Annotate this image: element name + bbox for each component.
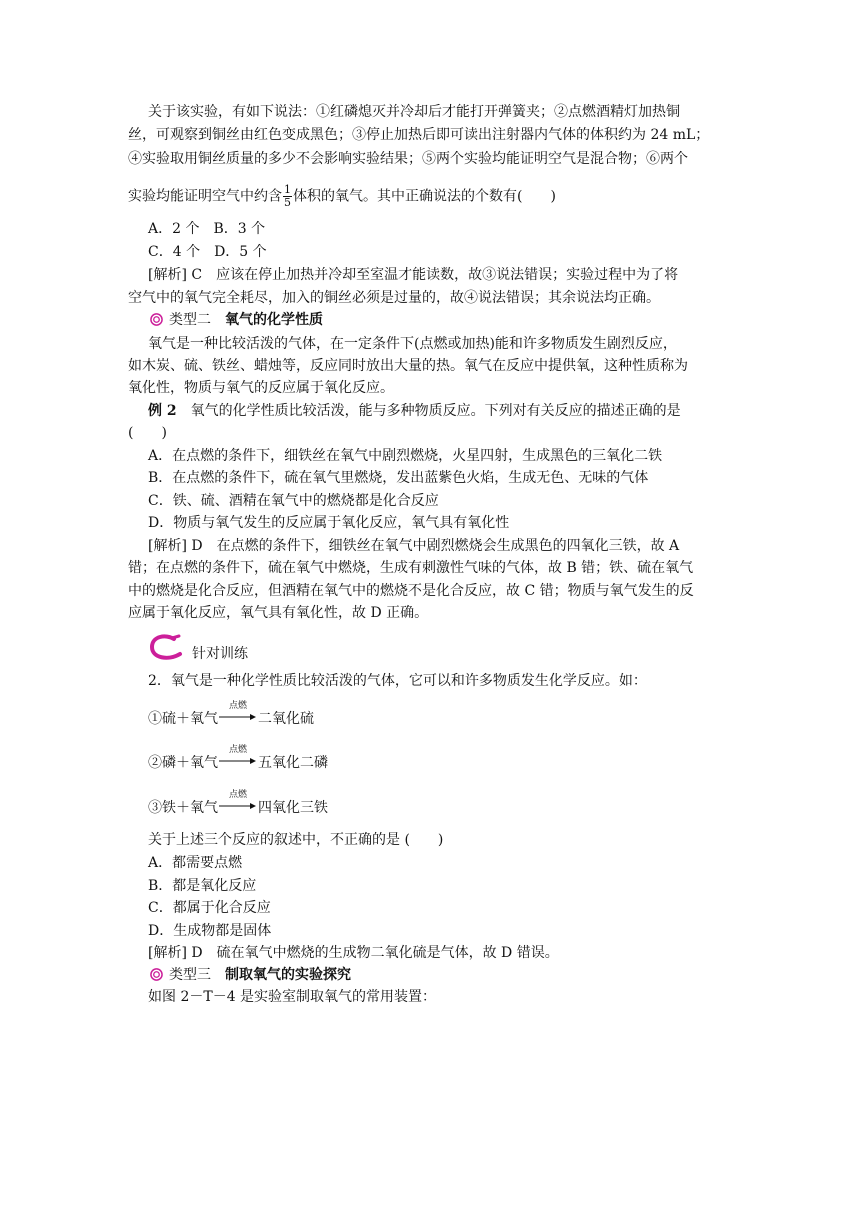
training-analysis [148,942,559,964]
training-option-a: A．都需要点燃 [148,855,243,871]
example2-option-d: D．物质与氧气发生的反应属于氧化反应，氧气具有氧化性 [148,515,510,531]
training-question: 2．氧气是一种化学性质比较活泼的气体，它可以和许多物质发生化学反应。如： [148,673,647,689]
reaction-3-left: ③铁＋氧气 [148,800,218,816]
training-option-c: C．都属于化合反应 [148,900,271,916]
intro-line-3: ④实验取用铜丝质量的多少不会影响实验结果；⑤两个实验均能证明空气是混合物；⑥两个 [128,151,688,167]
example2-question [148,400,681,422]
type2-p1: 氧气是一种比较活泼的气体，在一定条件下(点燃或加热)能和许多物质发生剧烈反应， [148,336,677,352]
analysis2-t1: 在点燃的条件下，细铁丝在氧气中剧烈燃烧会生成黑色的四氧化三铁，故 A [202,538,680,554]
arrow-icon [219,713,257,721]
options1-row2: C．4 个 D．5 个 [148,244,267,260]
type2-p3: 氧化性，物质与氧气的反应属于氧化反应。 [128,380,394,396]
analysis1-text1: 应该在停止加热并冷却至室温才能读数，故③说法错误；实验过程中为了将 [202,267,679,283]
example2-label: 例 2 [148,403,177,419]
training-analysis-text: 硫在氧气中燃烧的生成物二氧化硫是气体，故 D 错误。 [202,945,559,961]
analysis2-line1 [148,535,679,557]
type3-p1: 如图 2－T－4 是实验室制取氧气的常用装置： [148,989,437,1005]
example2-option-a: A．在点燃的条件下，细铁丝在氧气中剧烈燃烧，火星四射，生成黑色的三氧化二铁 [148,448,663,464]
reaction-3-right: 四氧化三铁 [258,800,328,816]
fraction [283,184,292,209]
training-option-d: D．生成物都是固体 [148,923,272,939]
analysis2-line3: 中的燃烧是化合反应，但酒精在氧气中的燃烧不是化合反应，故 C 错；物质与氧气发生的反 [128,583,694,599]
training-ask: 关于上述三个反应的叙述中，不正确的是 ( ) [148,832,444,848]
example2-option-c: C．铁、硫、酒精在氧气中的燃烧都是化合反应 [148,493,439,509]
options1-row1: A．2 个 B．3 个 [148,221,266,237]
arrow-icon [219,757,257,765]
reaction-2-condition: 点燃 [228,745,247,755]
reaction-1-right: 二氧化硫 [258,711,314,727]
training-title: 针对训练 [192,646,248,662]
reaction-3-arrow [219,790,257,814]
type3-label: 类型三 [169,967,211,983]
reaction-2-right: 五氧化二磷 [258,755,328,771]
fraction-numerator: 1 [284,183,291,196]
intro-line-4-pre: 实验均能证明空气中约含 [128,188,282,205]
reaction-3 [148,790,328,819]
intro-line-4-post: 体积的氧气。其中正确说法的个数有( ) [293,188,556,205]
arrow-icon [219,802,257,810]
analysis2-line4: 应属于氧化反应，氧气具有氧化性，故 D 正确。 [128,605,429,621]
analysis2-line2: 错；在点燃的条件下，硫在氧气中燃烧，生成有刺激性气味的气体，故 B 错；铁、硫在氧气 [128,560,694,576]
example2-option-b: B．在点燃的条件下，硫在氧气里燃烧，发出蓝紫色火焰，生成无色、无味的气体 [148,470,649,486]
intro-line-1: 关于该实验，有如下说法：①红磷熄灭并冷却后才能打开弹簧夹；②点燃酒精灯加热铜 [148,104,680,120]
example2-q2: ( ) [128,425,167,441]
analysis2-tag: [解析] D [148,538,203,554]
reaction-1-condition: 点燃 [228,701,247,711]
example2-q1: 氧气的化学性质比较活泼，能与多种物质反应。下列对有关反应的描述正确的是 [176,403,681,419]
type2-heading [150,309,323,331]
reaction-1 [148,701,314,730]
type2-title: 氧气的化学性质 [225,312,323,328]
target-icon [150,968,163,981]
analysis1-tag: [解析] C [148,267,203,283]
type2-label: 类型二 [169,312,211,328]
intro-line-2: 丝，可观察到铜丝由红色变成黑色；③停止加热后即可读出注射器内气体的体积约为 24 mL； [128,127,710,143]
type3-title: 制取氧气的实验探究 [225,967,351,983]
reaction-1-left: ①硫＋氧气 [148,711,218,727]
training-option-b: B．都是氧化反应 [148,878,257,894]
analysis1-line1 [148,264,678,286]
training-hook-icon [146,634,186,662]
reaction-1-arrow [219,701,257,725]
analysis1-line2: 空气中的氧气完全耗尽，加入的铜丝必须是过量的，故④说法错误；其余说法均正确。 [128,290,660,306]
target-icon [150,313,163,326]
intro-line-4 [128,184,556,209]
training-analysis-tag: [解析] D [148,945,203,961]
reaction-2-arrow [219,745,257,769]
reaction-2-left: ②磷＋氧气 [148,755,218,771]
fraction-denominator: 5 [284,196,291,209]
type3-heading [150,964,351,986]
reaction-2 [148,745,328,774]
reaction-3-condition: 点燃 [228,790,247,800]
type2-p2: 如木炭、硫、铁丝、蜡烛等，反应同时放出大量的热。氧气在反应中提供氧，这种性质称为 [128,358,688,374]
